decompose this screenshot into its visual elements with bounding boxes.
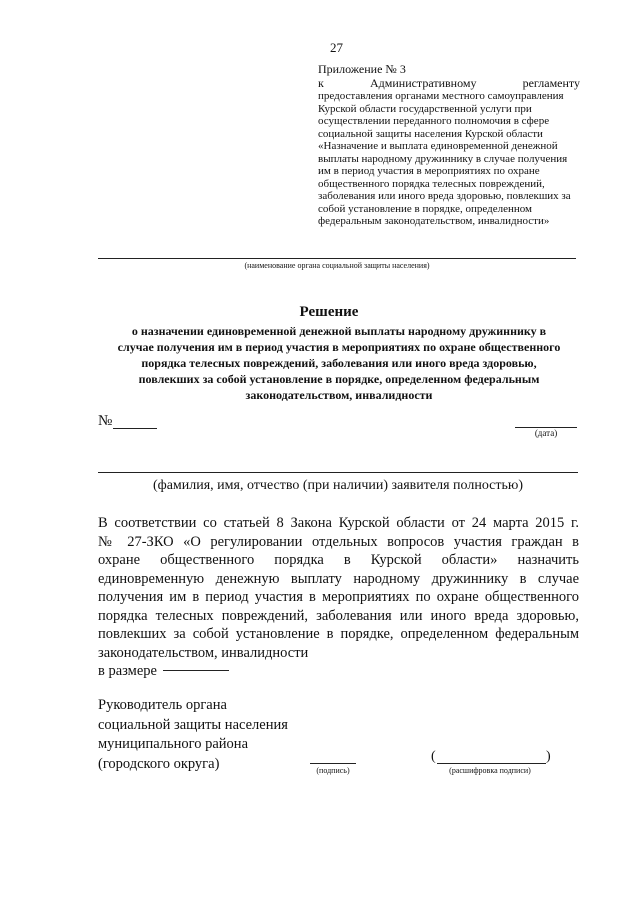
amount-field-line (163, 670, 229, 671)
appendix-line: собой установление в порядке, определенном (318, 202, 532, 215)
decode-open-paren: ( (431, 749, 436, 764)
document-title: Решение (299, 304, 359, 320)
signature-decode-field-line (437, 763, 546, 764)
subtitle-line: случае получения им в период участия в мероприятиях по охране общественного (117, 340, 561, 354)
head-line: (городского округа) (98, 755, 220, 772)
appendix-line: федеральным законодательством, инвалидности» (318, 215, 550, 227)
appendix-line: выплаты народному дружиннику в случае получения (318, 152, 568, 165)
date-caption: (дата) (534, 428, 558, 438)
appendix-line: осуществлении переданного полномочия в сфере (318, 115, 550, 127)
body-line: охране общественного порядка в Курской области» назначить (98, 552, 579, 568)
appendix-line: предоставления органами местного самоуправления (318, 90, 564, 102)
subtitle-line: повлекших за собой установление в порядке, определенном федеральным (138, 372, 540, 386)
appendix-regulation: к Административному регламенту (318, 76, 580, 90)
decode-close-paren: ) (546, 749, 551, 764)
number-label: № (98, 413, 113, 429)
appendix-line: им в период участия в мероприятиях по охране (318, 165, 540, 177)
org-name-field-line (98, 258, 576, 259)
body-line: № 27-ЗКО «О регулировании отдельных вопросов участия граждан в (98, 533, 579, 550)
head-of-authority-block (98, 696, 288, 774)
body-line: получения им в период участия в мероприятиях по охране общественного (98, 589, 579, 605)
body-line: В соответствии со статьей 8 Закона Курской области от 24 марта 2015 г. (98, 515, 579, 531)
head-line: муниципального района (98, 736, 248, 752)
appendix-line: общественного порядка телесных повреждений, (318, 177, 545, 190)
signature-caption: (подпись) (316, 766, 350, 775)
head-line: Руководитель органа (98, 697, 227, 713)
signature-decode-caption: (расшифровка подписи) (449, 766, 531, 775)
subtitle-line: о назначении единовременной денежной выплаты народному дружиннику в (131, 324, 547, 338)
appendix-line: «Назначение и выплата единовременной денежной (318, 140, 558, 152)
body-line: единовременную денежную выплату народному дружиннику в случае (98, 570, 579, 587)
body-line: повлекших за собой установление в порядке, определенном федеральным (98, 626, 579, 642)
applicant-name-caption: (фамилия, имя, отчество (при наличии) заявителя полностью) (152, 478, 524, 493)
number-field-line (113, 428, 157, 429)
appendix-header (318, 62, 580, 228)
body-line: порядка телесных повреждений, заболевания или иного вреда здоровью, (98, 607, 579, 624)
body-line-last: законодательством, инвалидности (98, 644, 309, 661)
document-subtitle (100, 323, 578, 403)
decision-body (98, 514, 579, 681)
page-number: 27 (330, 40, 343, 55)
signature-field-line (310, 763, 356, 764)
subtitle-line: законодательством, инвалидности (245, 388, 433, 402)
head-line: социальной защиты населения (98, 716, 288, 733)
amount-label: в размере (98, 663, 157, 679)
subtitle-line: порядка телесных повреждений, заболевания или иного вреда здоровью, (141, 356, 537, 370)
appendix-line: Курской области государственной услуги при (318, 102, 532, 115)
appendix-line: социальной защиты населения Курской области (318, 127, 543, 140)
appendix-title: Приложение № 3 (318, 62, 406, 76)
applicant-name-field-line (98, 472, 578, 473)
org-name-caption: (наименование органа социальной защиты населения) (244, 261, 430, 270)
appendix-line: заболевания или иного вреда здоровью, повлекших за (318, 190, 571, 202)
